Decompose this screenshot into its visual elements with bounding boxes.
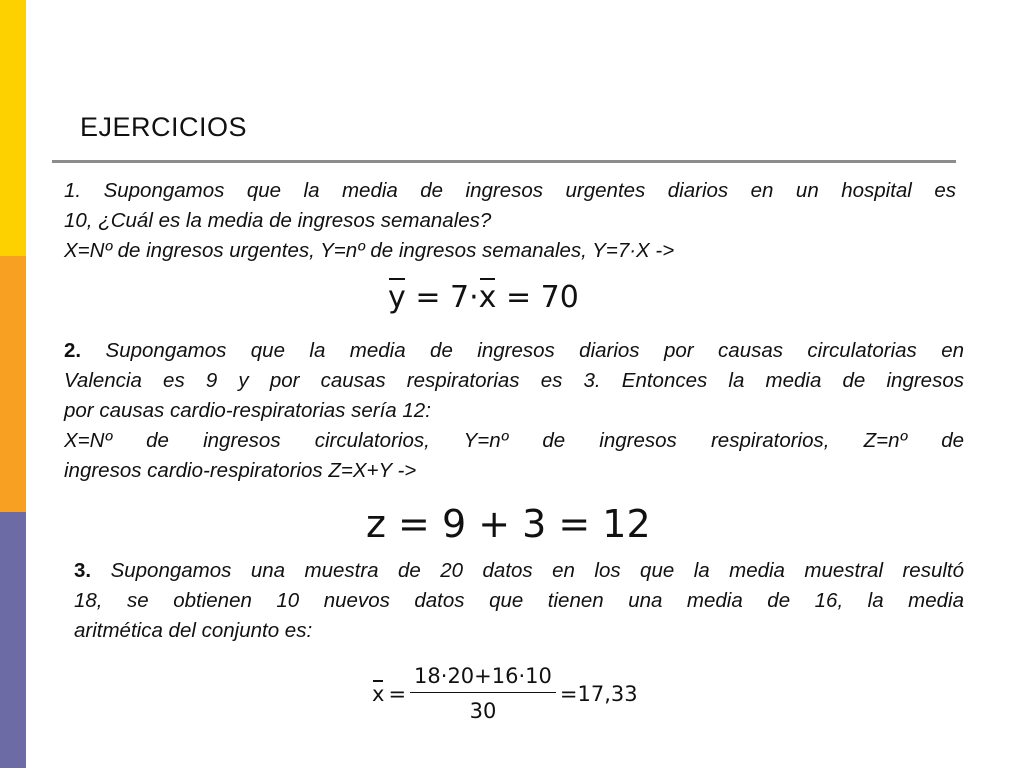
exercise-2-equation: z = 9 + 3 = 12 <box>366 502 651 546</box>
slide-title: EJERCICIOS <box>80 112 248 142</box>
exercise-2-line: 2. Supongamos que la media de ingresos diarios por causas circulatorias en <box>64 339 965 362</box>
title-divider <box>52 160 956 163</box>
exercise-1-line: X=Nº de ingresos urgentes, Y=nº de ingresos semanales, Y=7·X -> <box>64 239 675 262</box>
equation-result: 70 <box>540 280 579 315</box>
fraction <box>410 664 556 723</box>
coefficient: 7· <box>450 280 479 315</box>
fraction-numerator: 18·20+16·10 <box>414 664 552 688</box>
exercise-1-line: 1. Supongamos que la media de ingresos urgentes diarios en un hospital es <box>64 179 956 202</box>
exercise-2-line: ingresos cardio-respiratorios Z=X+Y -> <box>64 459 417 482</box>
exercise-3-line: 3. Supongamos una muestra de 20 datos en los que la media muestral resultó <box>74 559 964 582</box>
exercise-2-line: Valencia es 9 y por causas respiratorias es 3. Entonces la media de ingresos <box>64 369 964 392</box>
equation-result: =17,33 <box>559 681 638 706</box>
mean-x-symbol: x <box>372 681 385 706</box>
fraction-denominator: 30 <box>469 699 497 723</box>
exercise-2-text <box>64 336 964 486</box>
exercise-2-number: 2. <box>64 339 82 362</box>
exercise-1-line: 10, ¿Cuál es la media de ingresos semanales? <box>64 209 492 232</box>
exercise-2-line: por causas cardio-respiratorias sería 12: <box>64 399 431 422</box>
exercise-1-text <box>64 176 956 266</box>
accent-band-orange <box>0 256 26 512</box>
exercise-3-line: 18, se obtienen 10 nuevos datos que tienen una media de 16, la media <box>74 589 964 612</box>
equals-sign: = <box>388 681 407 706</box>
mean-x-symbol: x <box>478 280 497 315</box>
exercise-3-number: 3. <box>74 559 92 582</box>
mean-y-symbol: y <box>388 280 406 315</box>
equals-sign: = <box>505 280 532 315</box>
exercise-3-line: aritmética del conjunto es: <box>74 619 313 642</box>
exercise-1-equation <box>388 280 579 315</box>
accent-band-yellow <box>0 0 26 256</box>
equals-sign: = <box>415 280 441 315</box>
exercise-2-line: X=Nº de ingresos circulatorios, Y=nº de ingresos respiratorios, Z=nº de <box>64 429 964 452</box>
exercise-3-equation <box>372 664 638 723</box>
exercise-3-text <box>74 556 964 646</box>
accent-band-purple <box>0 512 26 768</box>
